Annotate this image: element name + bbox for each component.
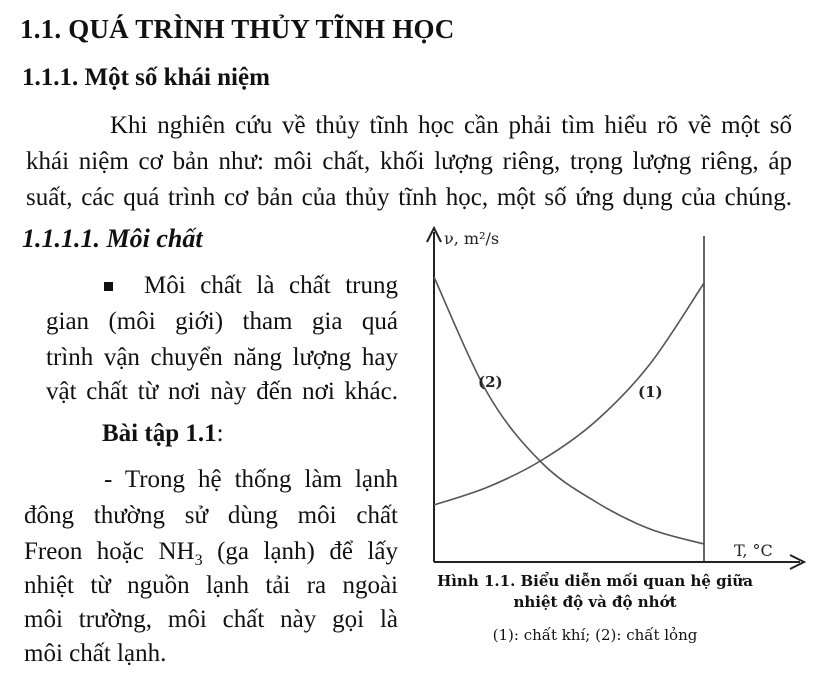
figure-legend: (1): chất khí; (2): chất lỏng (492, 626, 698, 644)
viscosity-chart (400, 222, 810, 572)
y-axis-label: ν, m²/s (444, 229, 500, 248)
bullet-line-1: Môi chất là chất trung (144, 272, 398, 299)
exercise-line-4: nhiệt từ nguồn lạnh tải ra ngoài (24, 572, 398, 599)
series-line-liquid (434, 277, 704, 544)
figure-caption-line-1: Hình 1.1. Biểu diễn mối quan hệ giữa (437, 572, 753, 590)
subsection-title: 1.1.1. Một số khái niệm (22, 64, 270, 91)
bullet-line-4: vật chất từ nơi này đến nơi khác. (46, 378, 398, 405)
intro-line-3: suất, các quá trình cơ bản của thủy tĩnh học, một số ứng dụng của chúng. (26, 184, 792, 211)
figure-caption-line-2: nhiệt độ và độ nhớt (513, 593, 677, 611)
intro-line-2: khái niệm cơ bản như: môi chất, khối lượng riêng, trọng lượng riêng, áp (26, 148, 792, 175)
series-label-liquid: (2) (478, 373, 503, 391)
nh3-subscript: 3 (194, 552, 203, 569)
exercise-line-5: môi trường, môi chất này gọi là (24, 606, 398, 633)
exercise-title (102, 420, 224, 448)
exercise-line-3 (24, 538, 398, 570)
axes (427, 228, 804, 569)
bullet-line-3: trình vận chuyển năng lượng hay (46, 344, 398, 371)
exercise-line-3a: Freon hoặc NH (24, 538, 195, 565)
exercise-line-6: môi chất lạnh. (24, 640, 167, 667)
subsubsection-title: 1.1.1.1. Môi chất (22, 224, 203, 253)
exercise-colon: : (216, 420, 224, 447)
section-title: 1.1. QUÁ TRÌNH THỦY TĨNH HỌC (20, 14, 455, 44)
exercise-line-2: đông thường sử dùng môi chất (24, 502, 398, 529)
bullet-square-icon (104, 282, 113, 291)
exercise-title-text: Bài tập 1.1 (102, 420, 217, 447)
x-axis-label: T, °C (734, 541, 773, 560)
series-label-gas: (1) (638, 383, 663, 401)
bullet-line-2: gian (môi giới) tham gia quá (46, 308, 398, 335)
exercise-line-3b: (ga lạnh) để lấy (217, 538, 398, 565)
intro-line-1: Khi nghiên cứu về thủy tĩnh học cần phải tìm hiểu rõ về một số (110, 112, 792, 139)
exercise-line-1: - Trong hệ thống làm lạnh (104, 466, 398, 493)
series-line-gas (434, 283, 704, 505)
